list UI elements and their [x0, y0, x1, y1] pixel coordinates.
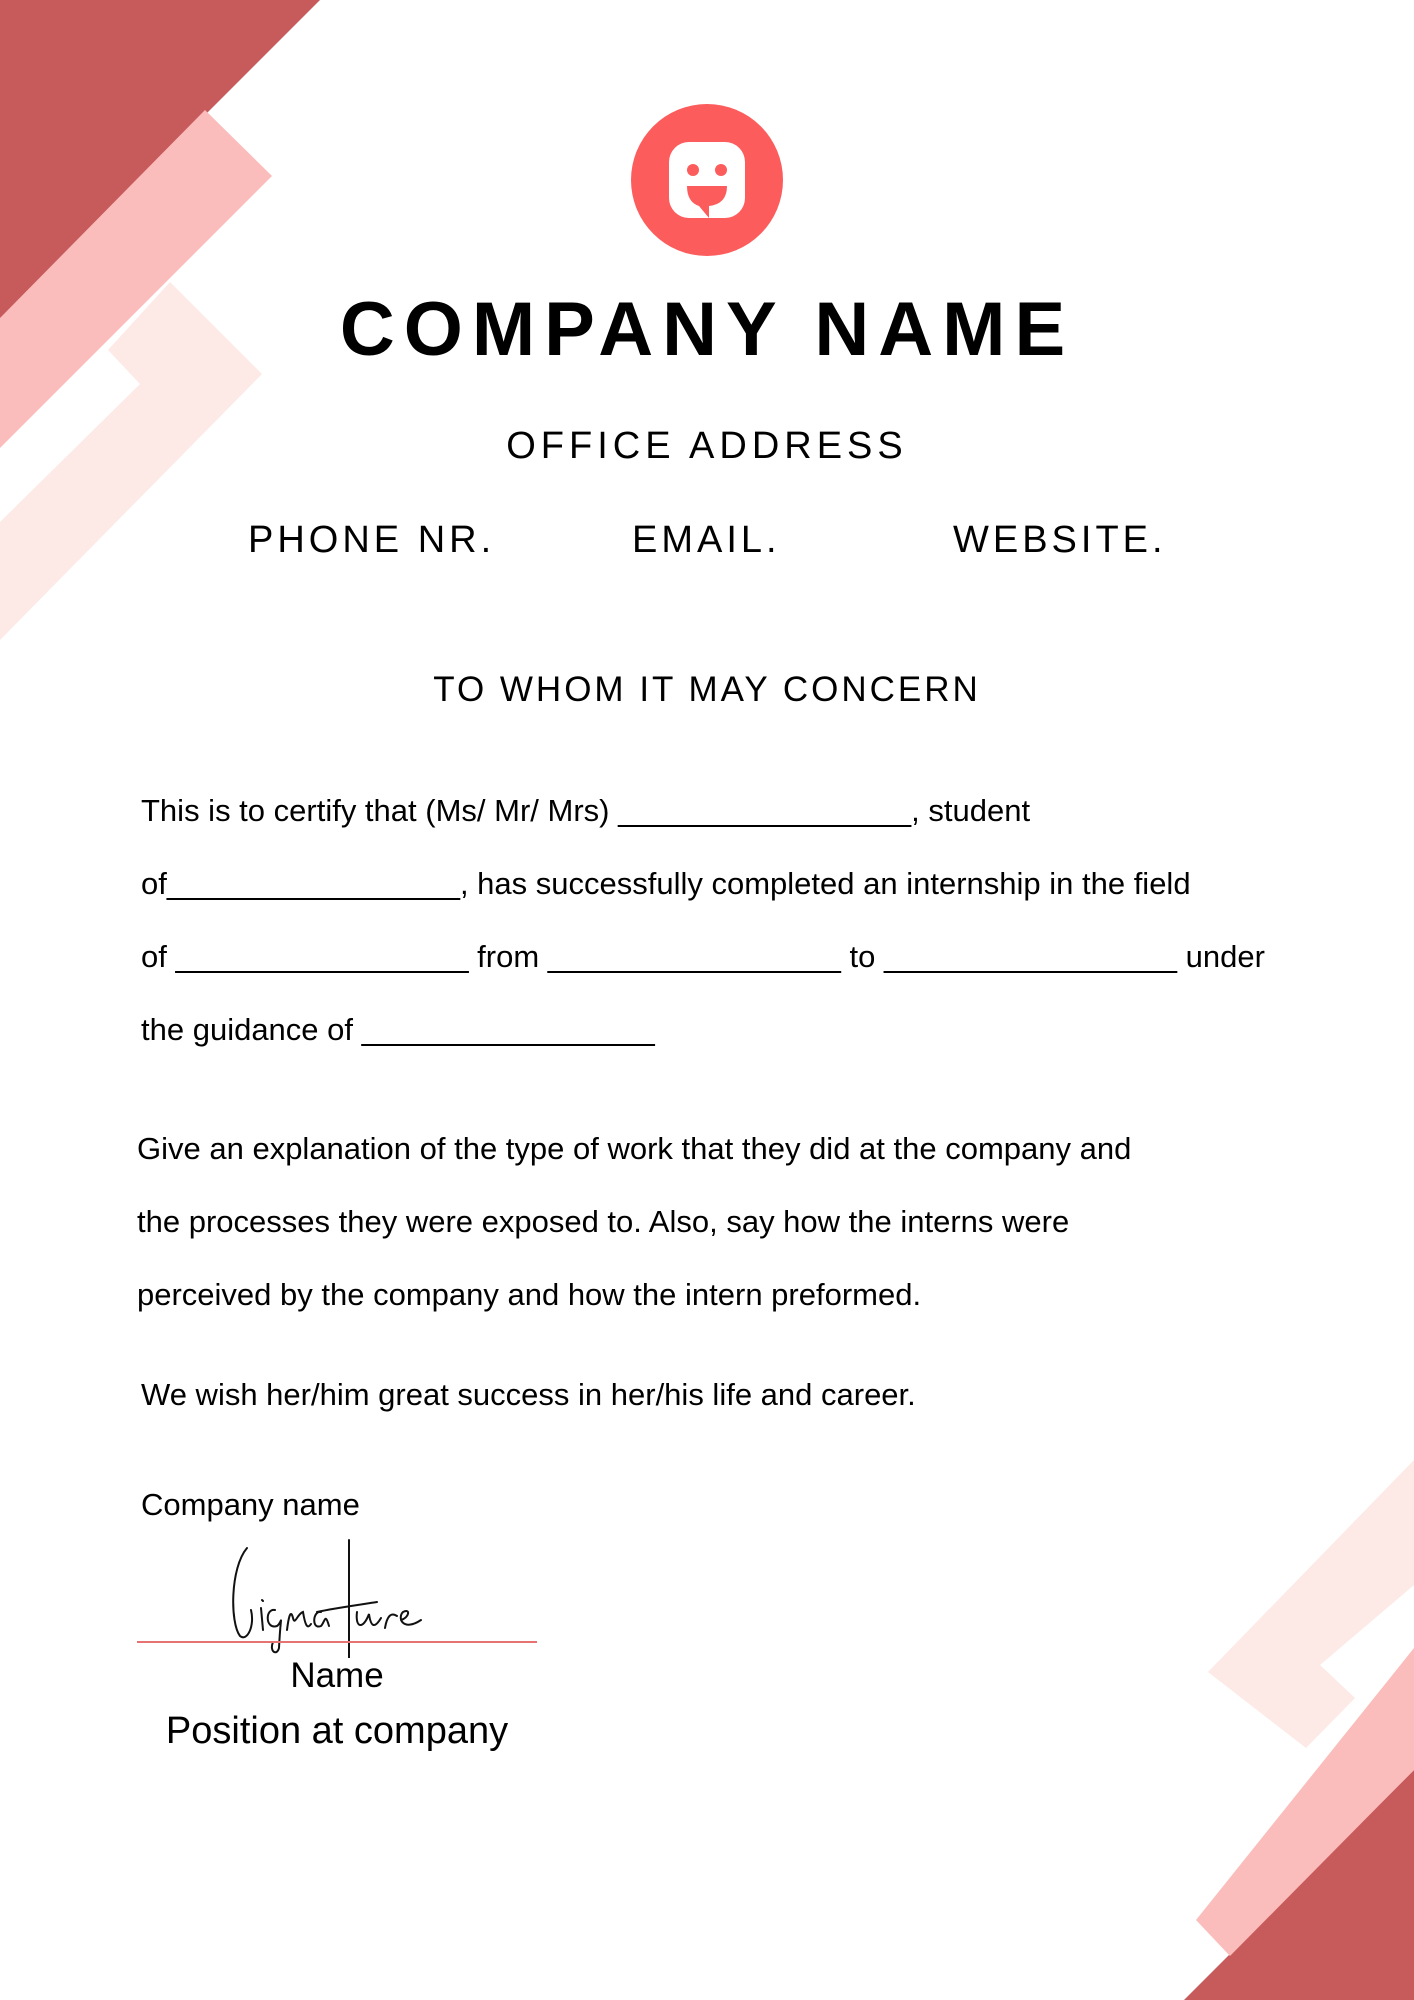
explanation-line: Give an explanation of the type of work that they did at the company and [137, 1131, 1132, 1166]
office-address: OFFICE ADDRESS [506, 425, 908, 467]
explanation-line: perceived by the company and how the intern preformed. [137, 1277, 922, 1312]
explanation-line: the processes they were exposed to. Also, say how the interns were [137, 1204, 1070, 1239]
explanation-paragraph [137, 1112, 1297, 1331]
signature-line [137, 1641, 537, 1643]
company-name-title: COMPANY NAME [339, 287, 1075, 372]
certify-paragraph [141, 774, 1301, 1066]
signer-position: Position at company [165, 1710, 509, 1752]
certify-line: This is to certify that (Ms/ Mr/ Mrs) _________________, student [141, 793, 1031, 828]
signer-name: Name [290, 1656, 384, 1695]
salutation: TO WHOM IT MAY CONCERN [433, 670, 981, 709]
handwritten-signature [225, 1538, 435, 1658]
signature-company-name: Company name [141, 1487, 360, 1522]
certify-line: the guidance of _________________ [141, 1012, 655, 1047]
phone-label: PHONE NR. [248, 519, 496, 561]
wish-line: We wish her/him great success in her/his life and career. [141, 1377, 916, 1412]
website-label: WEBSITE. [953, 519, 1167, 561]
certify-line: of _________________ from _________________ to _________________ under [141, 939, 1265, 974]
certify-line: of_________________, has successfully completed an internship in the field [141, 866, 1191, 901]
email-label: EMAIL. [632, 519, 781, 561]
company-logo [631, 104, 783, 256]
chat-bubble-smile-icon [665, 138, 749, 222]
